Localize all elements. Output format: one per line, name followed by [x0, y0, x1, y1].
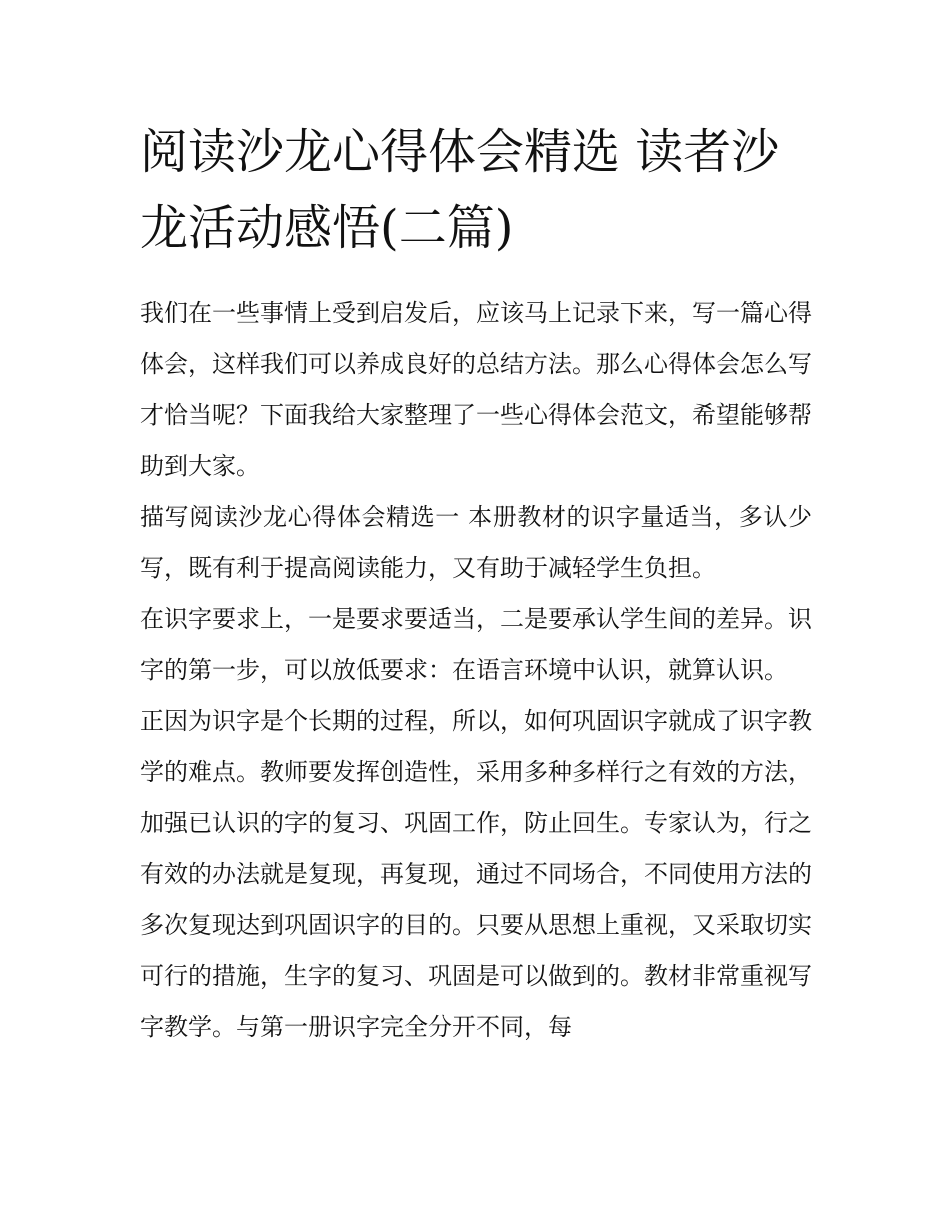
paragraph-intro: 我们在一些事情上受到启发后，应该马上记录下来，写一篇心得体会，这样我们可以养成良好的总结方法。那么心得体会怎么写才恰当呢？下面我给大家整理了一些心得体会范文，希望能够帮助到大家。 [140, 299, 812, 480]
document-page [140, 0, 812, 1053]
paragraph-essay-one-start: 描写阅读沙龙心得体会精选一 本册教材的识字量适当，多认少写，既有利于提高阅读能力，又有助于减轻学生负担。 [140, 503, 812, 582]
paragraph-literacy-consolidation: 正因为识字是个长期的过程，所以，如何巩固识字就成了识字教学的难点。教师要发挥创造性，采用多种多样行之有效的方法，加强已认识的字的复习、巩固工作，防止回生。专家认为，行之有效的办法就是复现，再复现，通过不同场合，不同使用方法的多次复现达到巩固识字的目的。只要从思想上重视，又采取切实可行的措施，生字的复习、巩固是可以做到的。教材非常重视写字教学。与第一册识字完全分开不同，每 [140, 707, 812, 1041]
paragraph-literacy-requirements: 在识字要求上，一是要求要适当，二是要承认学生间的差异。识字的第一步，可以放低要求：在语言环境中认识，就算认识。 [140, 605, 812, 684]
document-title: 阅读沙龙心得体会精选 读者沙龙活动感悟(二篇) [140, 124, 780, 256]
document-body [140, 288, 812, 1053]
